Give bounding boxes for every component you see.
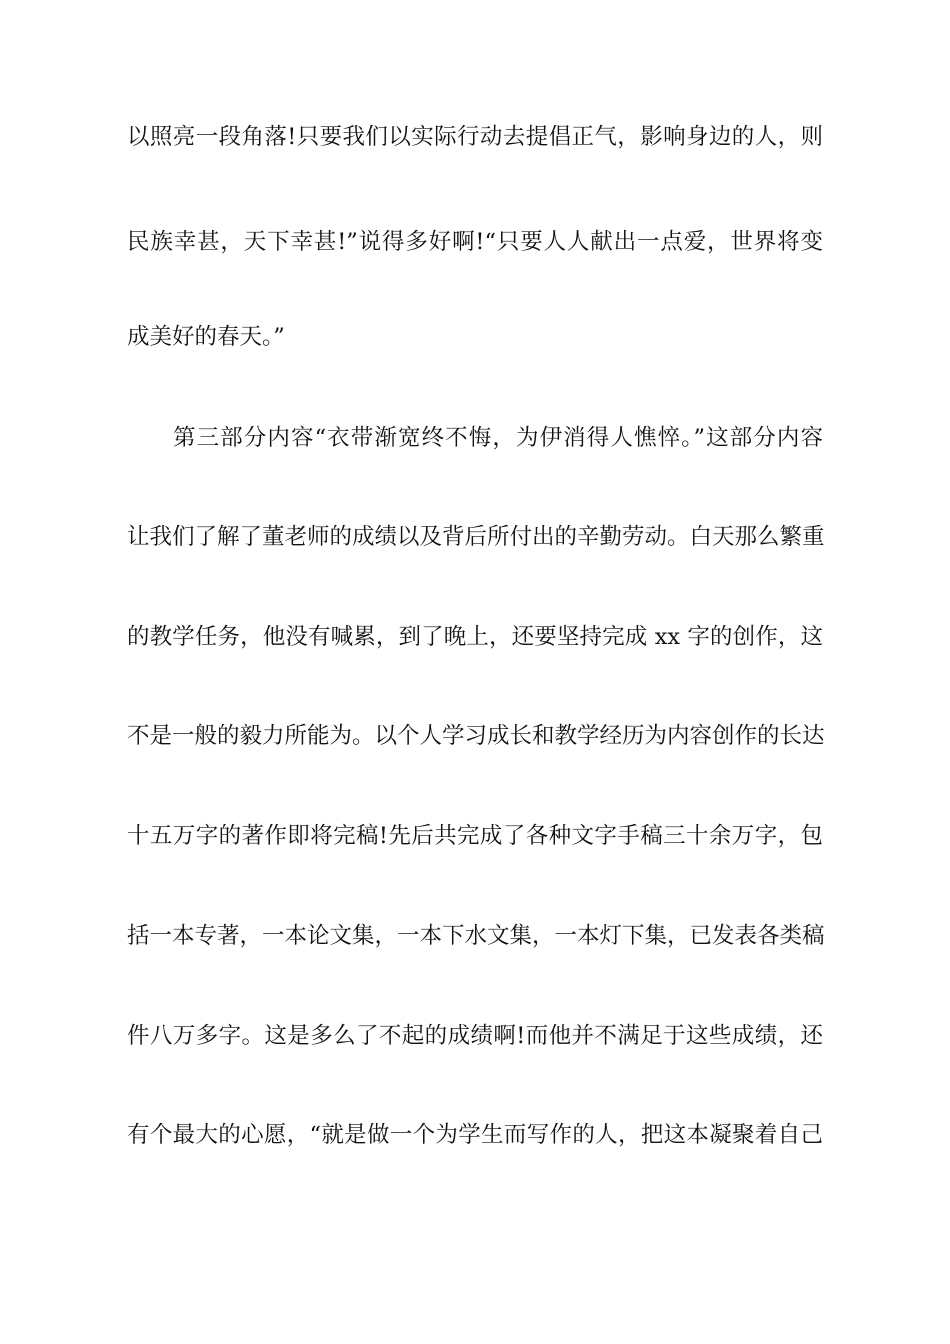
text-line: 十五万字的著作即将完稿!先后共完成了各种文字手稿三十余万字，包 [127, 823, 823, 849]
text-line: 件八万多字。这是多么了不起的成绩啊!而他并不满足于这些成绩，还 [127, 1023, 823, 1049]
text-line: 让我们了解了董老师的成绩以及背后所付出的辛勤劳动。白天那么繁重 [127, 524, 825, 550]
text-line: 成美好的春天。” [127, 324, 285, 350]
text-line: 的教学任务，他没有喊累，到了晚上，还要坚持完成 xx 字的创作，这 [127, 624, 823, 650]
text-line: 括一本专著，一本论文集，一本下水文集，一本灯下集，已发表各类稿 [127, 923, 825, 949]
paragraph-first-line: 第三部分内容“衣带渐宽终不悔，为伊消得人憔悴。”这部分内容 [173, 425, 823, 451]
text-line: 不是一般的毅力所能为。以个人学习成长和教学经历为内容创作的长达 [127, 723, 825, 749]
text-line: 以照亮一段角落!只要我们以实际行动去提倡正气，影响身边的人，则 [127, 124, 823, 150]
text-line: 有个最大的心愿，“就是做一个为学生而写作的人，把这本凝聚着自己 [127, 1122, 823, 1148]
text-line: 民族幸甚，天下幸甚!”说得多好啊!“只要人人献出一点爱，世界将变 [127, 229, 823, 255]
